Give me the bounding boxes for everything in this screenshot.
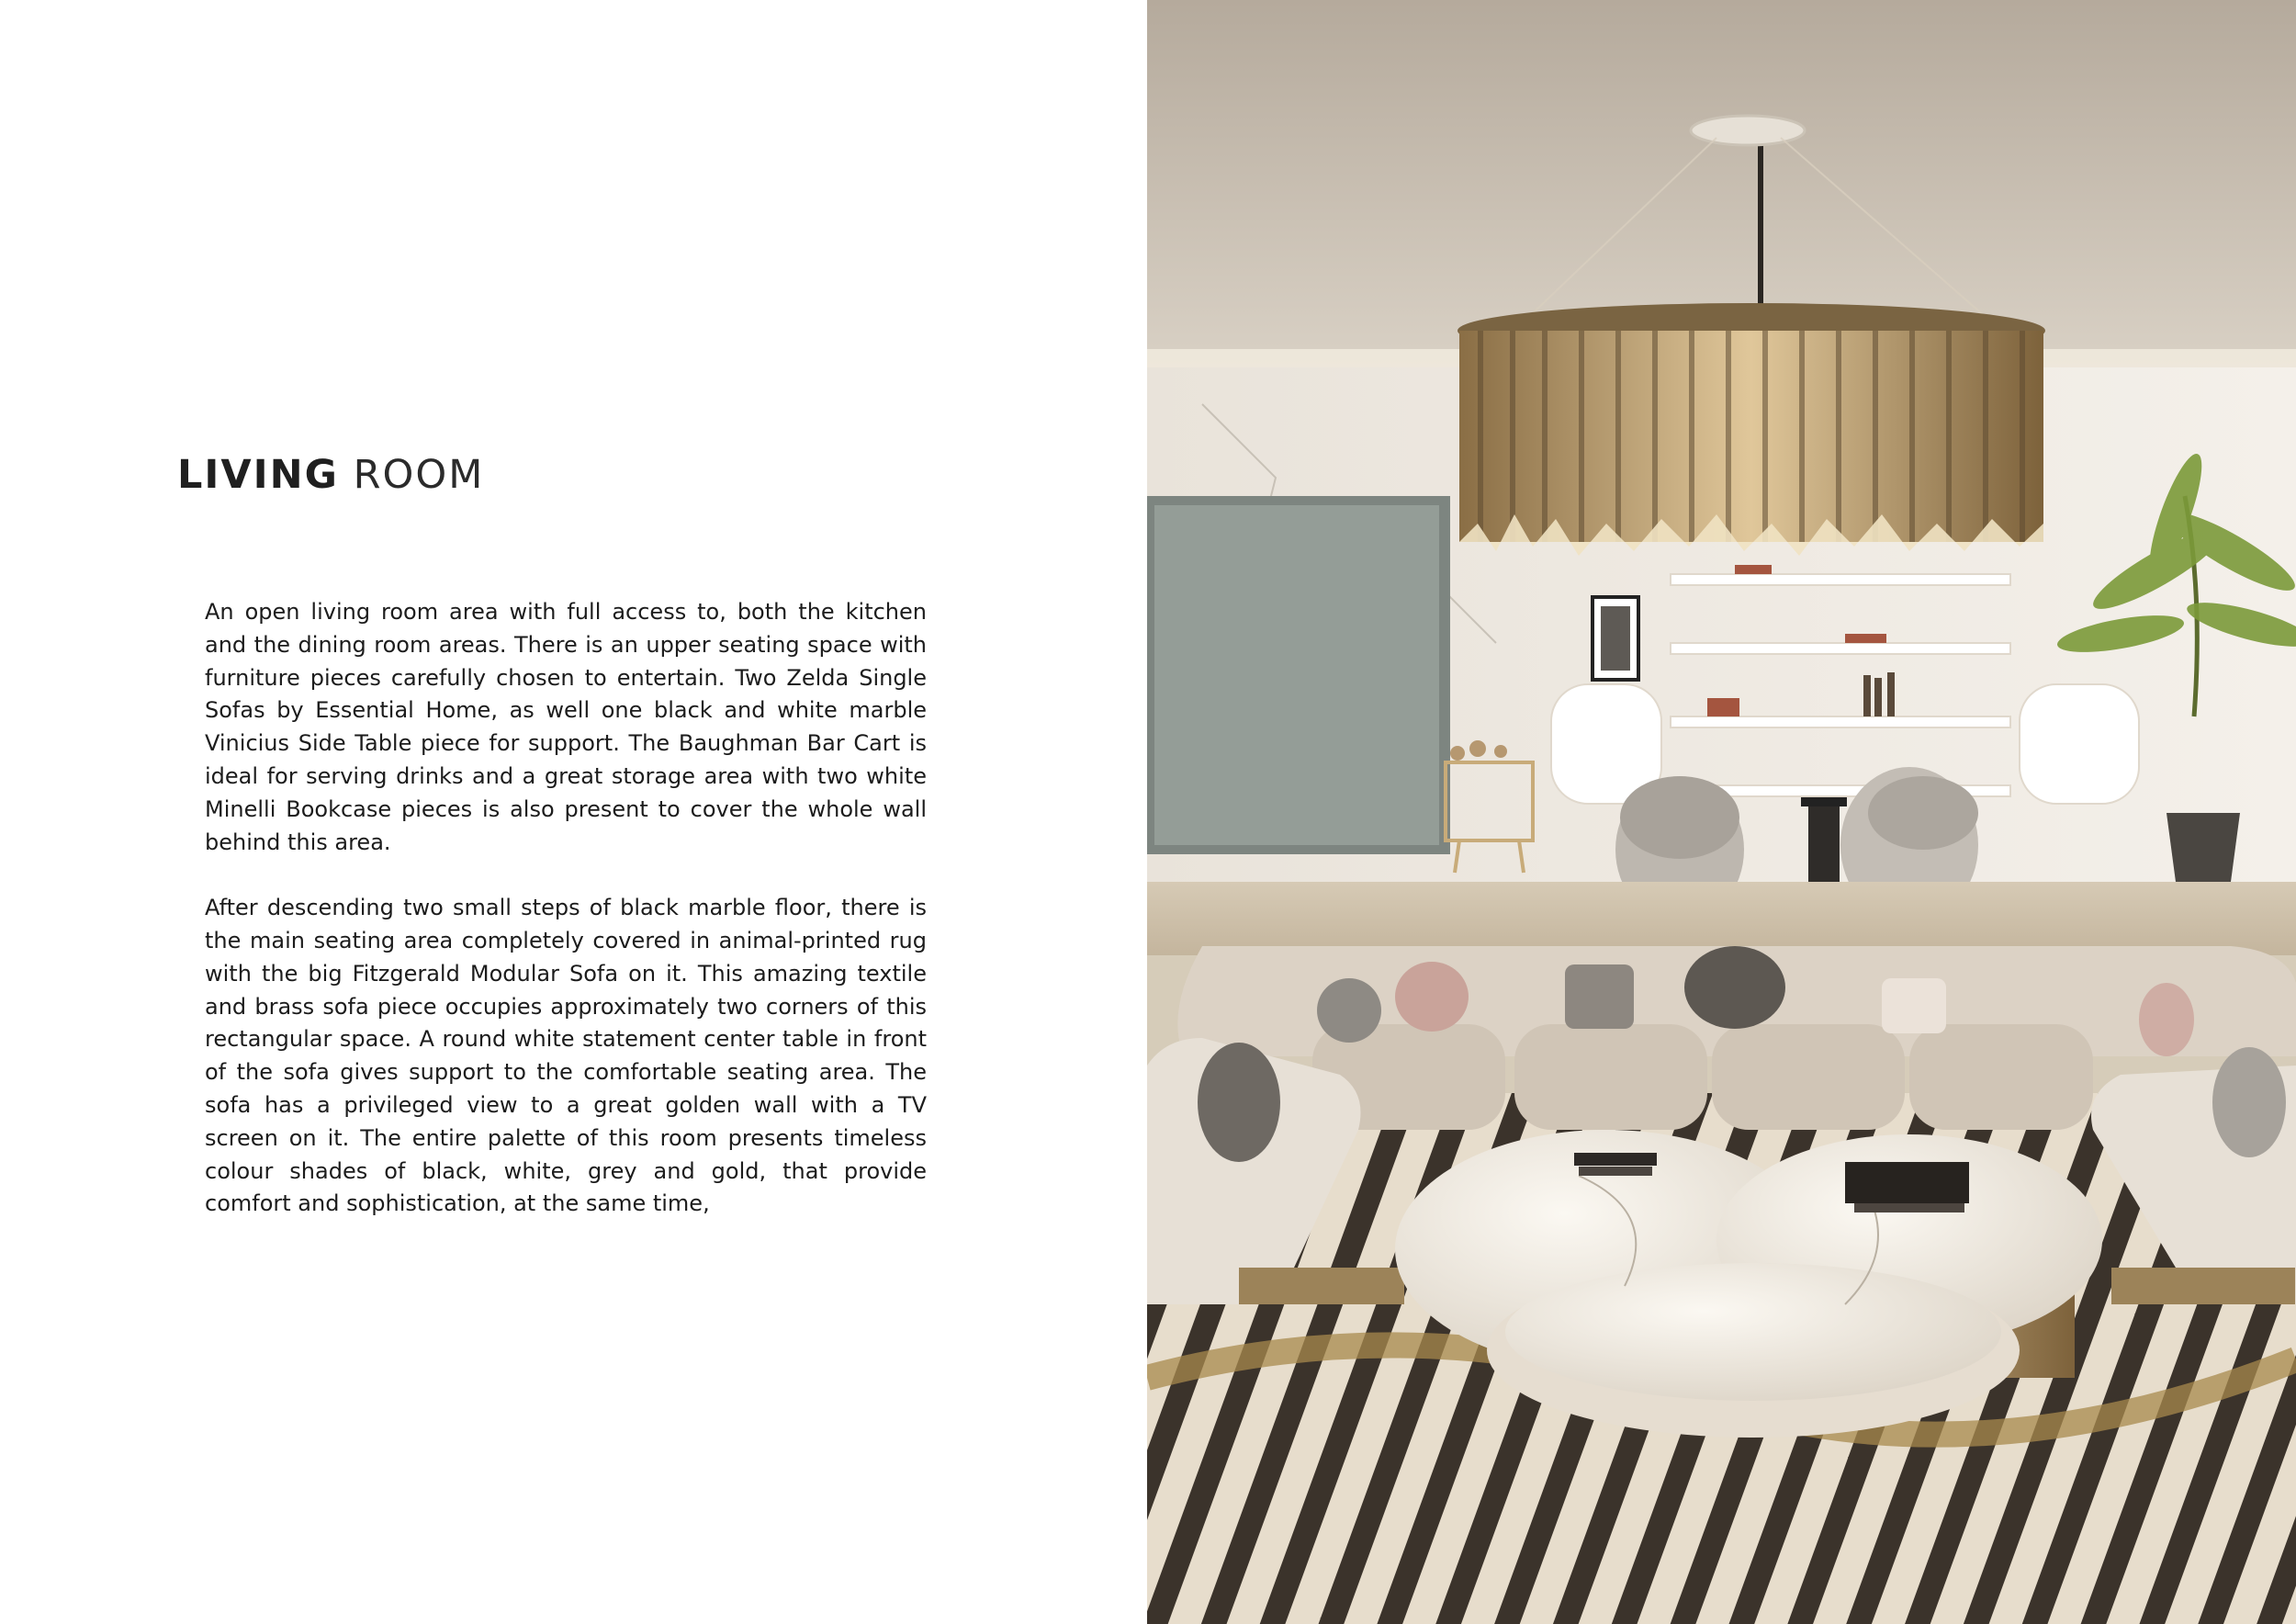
page-title bbox=[177, 452, 484, 498]
title-light: ROOM bbox=[353, 452, 485, 498]
living-room-photo bbox=[1147, 0, 2296, 1624]
title-bold: LIVING bbox=[177, 452, 339, 498]
paragraph-2: After descending two small steps of black marble floor, there is the main seating area completely covered in animal-printed rug with the big Fitzgerald Modular Sofa on it. This amazing textile and brass sofa piece occupies approximately two corners of this rectangular space. A round white statement center table in front of the sofa gives support to the comfortable seating area. The sofa has a privileged view to a great golden wall with a TV screen on it. The entire palette of this room presents timeless colour shades of black, white, grey and gold, that provide comfort and sophistication, at the same time, bbox=[205, 895, 927, 1217]
text-pane bbox=[0, 0, 1147, 1624]
living-room-illustration bbox=[1147, 0, 2296, 1624]
paragraph-1: An open living room area with full access to, both the kitchen and the dining room areas. There is an upper seating space with furniture pieces carefully chosen to entertain. Two Zelda Single Sofas by Essential Home, as well one black and white marble Vinicius Side Table piece for support. The Baughman Bar Cart is ideal for serving drinks and a great storage area with two white Minelli Bookcase pieces is also present to cover the whole wall behind this area. bbox=[205, 599, 927, 855]
body-text bbox=[205, 596, 927, 1254]
